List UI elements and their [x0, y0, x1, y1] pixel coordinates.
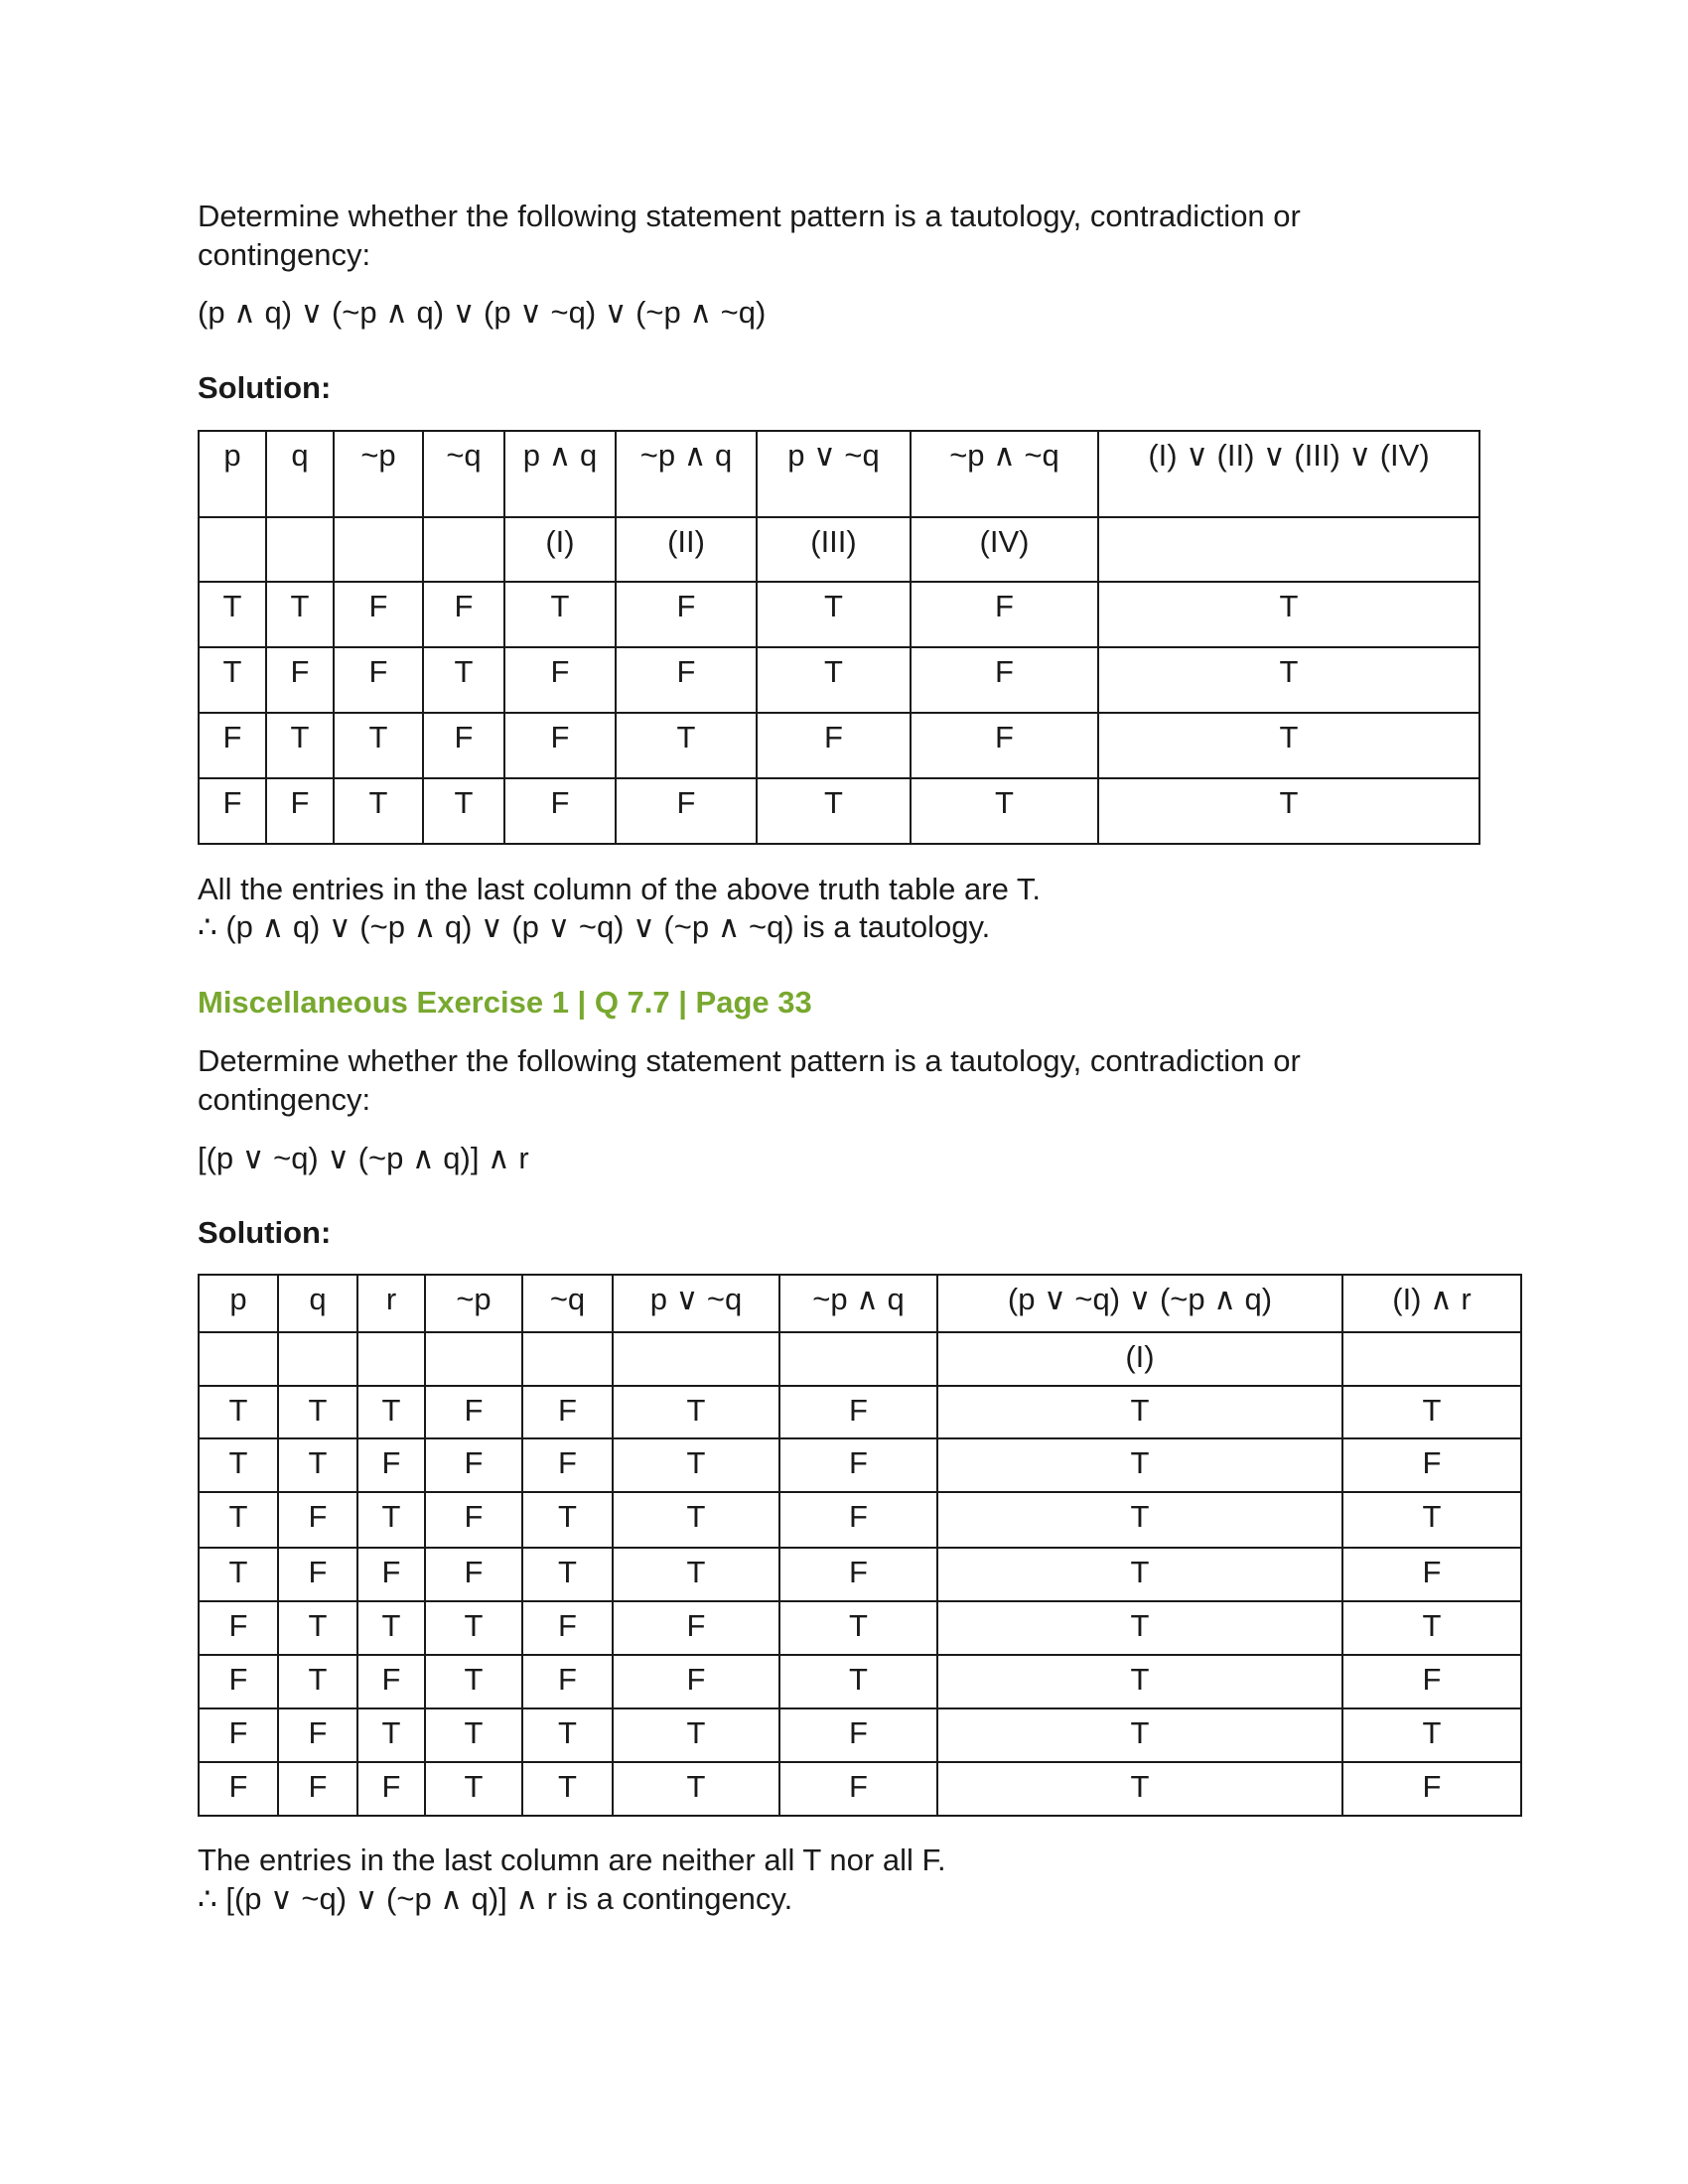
table-cell: T: [522, 1492, 613, 1548]
table-cell: T: [1098, 582, 1479, 647]
table-cell: T: [937, 1548, 1342, 1601]
header-row: [199, 431, 1479, 517]
table-cell: T: [357, 1386, 425, 1438]
table-cell: F: [199, 1708, 278, 1762]
column-header: ~p ∧ q: [616, 431, 757, 517]
table-row: [199, 1438, 1521, 1492]
column-header: q: [278, 1275, 357, 1332]
table-cell: F: [357, 1548, 425, 1601]
table-cell: F: [522, 1438, 613, 1492]
table-cell: T: [199, 647, 266, 713]
table-row: [199, 778, 1479, 844]
table-cell: T: [613, 1492, 779, 1548]
question-1-conclusion: All the entries in the last column of the above truth table are T.: [198, 872, 1041, 906]
table-cell: T: [334, 713, 423, 778]
table-cell: F: [1342, 1438, 1521, 1492]
table-cell: F: [522, 1386, 613, 1438]
column-header: (I) ∨ (II) ∨ (III) ∨ (IV): [1098, 431, 1479, 517]
table-row: [199, 582, 1479, 647]
truth-table-2: [198, 1274, 1522, 1817]
table-cell: T: [199, 1438, 278, 1492]
truth-table-1: [198, 430, 1480, 845]
table-cell: F: [334, 582, 423, 647]
table-cell: T: [937, 1601, 1342, 1655]
table-cell: F: [911, 647, 1098, 713]
table-cell: T: [199, 1386, 278, 1438]
table-cell: F: [357, 1438, 425, 1492]
table-cell: T: [1098, 778, 1479, 844]
table-cell: F: [911, 582, 1098, 647]
table-cell: T: [425, 1655, 522, 1708]
table-cell: T: [522, 1548, 613, 1601]
column-subheader: [278, 1332, 357, 1386]
table-cell: T: [613, 1386, 779, 1438]
table-cell: F: [779, 1438, 937, 1492]
table-cell: F: [504, 778, 616, 844]
table-cell: T: [1342, 1708, 1521, 1762]
question-2-solution-label: Solution:: [198, 1215, 332, 1250]
table-cell: T: [357, 1492, 425, 1548]
question-1-therefore: ∴ (p ∧ q) ∨ (~p ∧ q) ∨ (p ∨ ~q) ∨ (~p ∧ ~q) is a tautology.: [198, 909, 991, 944]
column-header: r: [357, 1275, 425, 1332]
table-cell: T: [266, 713, 334, 778]
table-cell: T: [425, 1762, 522, 1816]
column-subheader: (IV): [911, 517, 1098, 582]
table-cell: T: [423, 647, 504, 713]
table-cell: F: [199, 713, 266, 778]
column-subheader: [357, 1332, 425, 1386]
table-cell: T: [613, 1438, 779, 1492]
table-cell: T: [757, 582, 911, 647]
table-cell: F: [504, 713, 616, 778]
table-cell: T: [504, 582, 616, 647]
table-cell: T: [522, 1708, 613, 1762]
table-cell: F: [1342, 1762, 1521, 1816]
column-header: p ∨ ~q: [757, 431, 911, 517]
column-subheader: [199, 517, 266, 582]
table-cell: F: [199, 1762, 278, 1816]
table-cell: F: [779, 1386, 937, 1438]
table-cell: F: [199, 1601, 278, 1655]
column-header: p ∨ ~q: [613, 1275, 779, 1332]
table-cell: F: [199, 778, 266, 844]
table-cell: F: [779, 1762, 937, 1816]
table-cell: T: [1342, 1601, 1521, 1655]
column-header: (p ∨ ~q) ∨ (~p ∧ q): [937, 1275, 1342, 1332]
question-1-prompt-line-2: contingency:: [198, 237, 371, 272]
table-cell: F: [278, 1762, 357, 1816]
table-cell: F: [779, 1708, 937, 1762]
table-cell: F: [423, 582, 504, 647]
column-subheader: (II): [616, 517, 757, 582]
table-cell: F: [616, 582, 757, 647]
table-row: [199, 1708, 1521, 1762]
table-cell: T: [937, 1762, 1342, 1816]
table-row: [199, 1762, 1521, 1816]
table-cell: T: [613, 1762, 779, 1816]
table-row: [199, 1386, 1521, 1438]
table-cell: T: [278, 1438, 357, 1492]
question-1-expression: (p ∧ q) ∨ (~p ∧ q) ∨ (p ∨ ~q) ∨ (~p ∧ ~q): [198, 295, 767, 330]
table-cell: T: [425, 1601, 522, 1655]
table-cell: F: [1342, 1655, 1521, 1708]
table-cell: T: [199, 1548, 278, 1601]
table-cell: F: [278, 1708, 357, 1762]
subheader-row: [199, 517, 1479, 582]
column-header: p: [199, 1275, 278, 1332]
table-cell: F: [357, 1762, 425, 1816]
table-row: [199, 1655, 1521, 1708]
table-cell: F: [613, 1655, 779, 1708]
table-cell: T: [616, 713, 757, 778]
question-1-prompt: Determine whether the following statement pattern is a tautology, contradiction or: [198, 199, 1301, 233]
table-cell: F: [334, 647, 423, 713]
table-cell: F: [278, 1492, 357, 1548]
column-subheader: [334, 517, 423, 582]
table-cell: F: [616, 778, 757, 844]
table-cell: T: [937, 1655, 1342, 1708]
table-cell: T: [425, 1708, 522, 1762]
table-cell: T: [278, 1655, 357, 1708]
table-cell: F: [425, 1386, 522, 1438]
table-cell: T: [1098, 713, 1479, 778]
column-header: ~p: [334, 431, 423, 517]
table-cell: T: [911, 778, 1098, 844]
table-cell: T: [757, 647, 911, 713]
table-cell: F: [423, 713, 504, 778]
question-1-solution-label: Solution:: [198, 370, 332, 405]
question-2-conclusion: The entries in the last column are neither all T nor all F.: [198, 1843, 946, 1877]
table-cell: F: [779, 1492, 937, 1548]
column-subheader: [199, 1332, 278, 1386]
column-subheader: [423, 517, 504, 582]
question-2-therefore: ∴ [(p ∨ ~q) ∨ (~p ∧ q)] ∧ r is a contingency.: [198, 1881, 793, 1916]
table-cell: T: [937, 1386, 1342, 1438]
column-subheader: [613, 1332, 779, 1386]
table-cell: F: [266, 778, 334, 844]
table-cell: F: [616, 647, 757, 713]
question-2-prompt: Determine whether the following statement pattern is a tautology, contradiction or: [198, 1043, 1301, 1078]
table-cell: T: [522, 1762, 613, 1816]
column-header: ~q: [522, 1275, 613, 1332]
table-cell: T: [937, 1492, 1342, 1548]
table-row: [199, 1601, 1521, 1655]
question-2-prompt-line-2: contingency:: [198, 1082, 371, 1117]
table-cell: T: [357, 1708, 425, 1762]
subheader-row: [199, 1332, 1521, 1386]
table-row: [199, 1492, 1521, 1548]
table-cell: F: [779, 1548, 937, 1601]
table-cell: T: [779, 1601, 937, 1655]
table-cell: T: [937, 1438, 1342, 1492]
table-cell: T: [199, 1492, 278, 1548]
column-header: q: [266, 431, 334, 517]
header-row: [199, 1275, 1521, 1332]
column-subheader: [425, 1332, 522, 1386]
table-cell: T: [266, 582, 334, 647]
question-2-heading: Miscellaneous Exercise 1 | Q 7.7 | Page 33: [198, 985, 812, 1020]
table-cell: T: [779, 1655, 937, 1708]
column-header: p ∧ q: [504, 431, 616, 517]
table-row: [199, 1548, 1521, 1601]
table-cell: F: [425, 1492, 522, 1548]
table-cell: F: [613, 1601, 779, 1655]
table-cell: F: [1342, 1548, 1521, 1601]
table-cell: F: [522, 1655, 613, 1708]
column-header: p: [199, 431, 266, 517]
table-cell: F: [425, 1548, 522, 1601]
column-header: ~p ∧ q: [779, 1275, 937, 1332]
table-cell: T: [1098, 647, 1479, 713]
table-cell: F: [425, 1438, 522, 1492]
table-cell: F: [522, 1601, 613, 1655]
column-subheader: [1098, 517, 1479, 582]
table-cell: F: [278, 1548, 357, 1601]
column-header: ~p ∧ ~q: [911, 431, 1098, 517]
column-subheader: (III): [757, 517, 911, 582]
table-cell: F: [357, 1655, 425, 1708]
question-2-expression: [(p ∨ ~q) ∨ (~p ∧ q)] ∧ r: [198, 1141, 529, 1175]
table-cell: T: [334, 778, 423, 844]
column-subheader: [522, 1332, 613, 1386]
table-cell: T: [1342, 1492, 1521, 1548]
column-subheader: (I): [504, 517, 616, 582]
table-cell: T: [757, 778, 911, 844]
table-cell: T: [357, 1601, 425, 1655]
table-cell: F: [199, 1655, 278, 1708]
column-subheader: [266, 517, 334, 582]
table-cell: T: [613, 1548, 779, 1601]
table-cell: T: [423, 778, 504, 844]
table-cell: F: [757, 713, 911, 778]
column-header: ~q: [423, 431, 504, 517]
table-cell: T: [613, 1708, 779, 1762]
column-subheader: [1342, 1332, 1521, 1386]
column-header: (I) ∧ r: [1342, 1275, 1521, 1332]
table-cell: F: [504, 647, 616, 713]
table-cell: T: [278, 1386, 357, 1438]
table-cell: F: [911, 713, 1098, 778]
table-row: [199, 713, 1479, 778]
table-cell: F: [266, 647, 334, 713]
table-cell: T: [937, 1708, 1342, 1762]
column-subheader: (I): [937, 1332, 1342, 1386]
table-cell: T: [1342, 1386, 1521, 1438]
table-cell: T: [199, 582, 266, 647]
table-cell: T: [278, 1601, 357, 1655]
column-header: ~p: [425, 1275, 522, 1332]
table-row: [199, 647, 1479, 713]
column-subheader: [779, 1332, 937, 1386]
